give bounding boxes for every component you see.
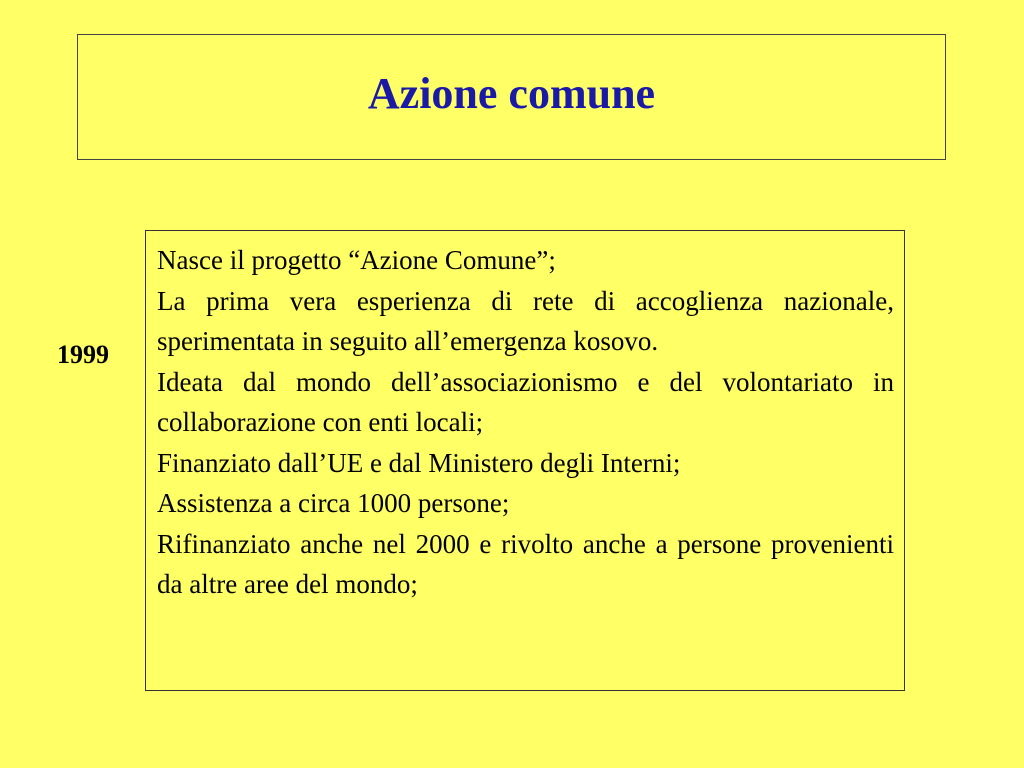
paragraph-project-born: Nasce il progetto “Azione Comune”; <box>157 245 556 275</box>
slide-title: Azione comune <box>367 69 656 118</box>
paragraph-first-network: La prima vera esperienza di rete di accoglienza nazionale, sperimentata in seguito all’emergenza kosovo. <box>157 285 894 356</box>
content-box <box>145 230 905 691</box>
paragraph-refinanced: Rifinanziato anche nel 2000 e rivolto anche a persone provenienti da altre aree del mondo; <box>157 528 894 599</box>
title-box <box>77 34 946 160</box>
paragraph-ideated-by: Ideata dal mondo dell’associazionismo e del volontariato in collaborazione con enti locali; <box>157 366 894 437</box>
year-label: 1999 <box>57 340 109 369</box>
paragraph-assistance: Assistenza a circa 1000 persone; <box>157 488 510 518</box>
paragraph-financed-by: Finanziato dall’UE e dal Ministero degli Interni; <box>157 447 681 478</box>
